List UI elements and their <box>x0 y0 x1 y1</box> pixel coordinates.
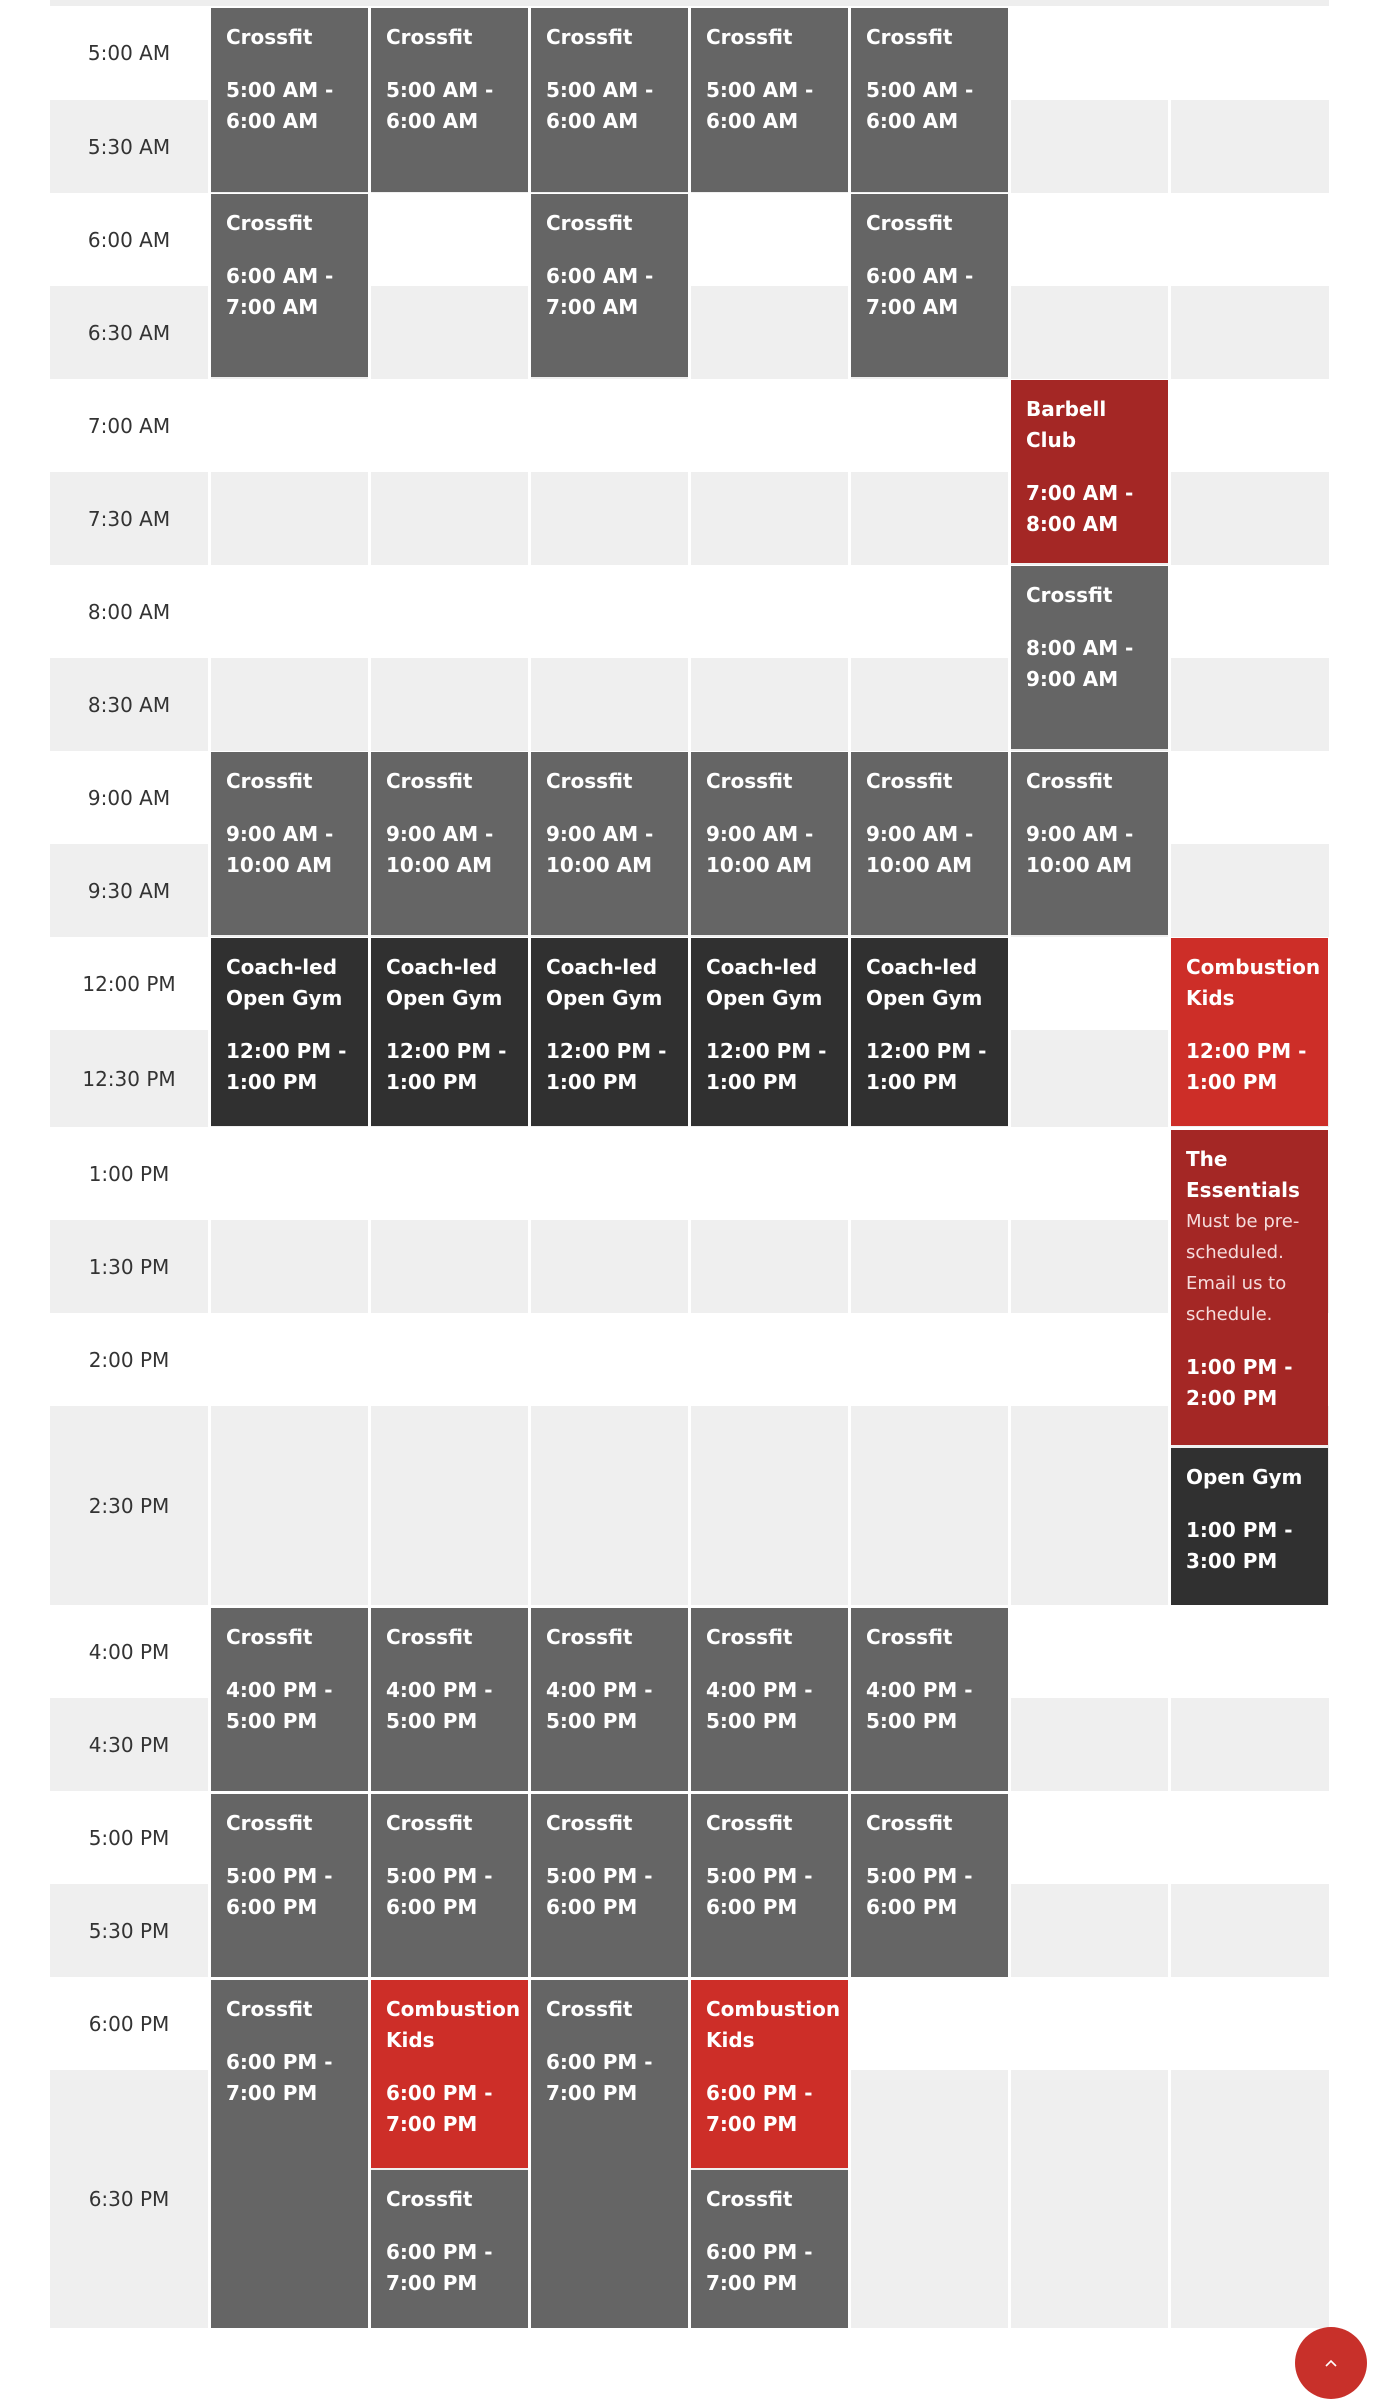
time-slot-label: 12:30 PM <box>82 1066 176 1091</box>
class-event-card[interactable] <box>531 752 688 935</box>
event-time: 12:00 PM - 1:00 PM <box>546 1039 667 1094</box>
class-event-card[interactable] <box>211 8 368 192</box>
event-title: Crossfit <box>226 25 313 49</box>
event-title: Crossfit <box>866 25 953 49</box>
event-time: 9:00 AM - 10:00 AM <box>1026 822 1134 877</box>
chevron-up-icon <box>1323 2358 1339 2368</box>
event-description: Must be pre-scheduled. Email us to schedule. <box>1186 1211 1300 1325</box>
time-slot-label: 5:30 PM <box>88 1918 170 1943</box>
class-event-card[interactable] <box>531 1794 688 1977</box>
event-time: 12:00 PM - 1:00 PM <box>226 1039 347 1094</box>
event-time: 6:00 AM - 7:00 AM <box>866 264 974 319</box>
event-time: 8:00 AM - 9:00 AM <box>1026 636 1134 691</box>
time-slot-label: 9:00 AM <box>87 785 171 810</box>
event-time: 6:00 PM - 7:00 PM <box>226 2050 333 2105</box>
time-slot-label: 8:30 AM <box>87 692 171 717</box>
event-time: 6:00 AM - 7:00 AM <box>226 264 334 319</box>
event-time: 9:00 AM - 10:00 AM <box>226 822 334 877</box>
event-title: Crossfit <box>546 1811 633 1835</box>
event-time: 1:00 PM - 2:00 PM <box>1186 1355 1293 1410</box>
event-title: Crossfit <box>226 211 313 235</box>
event-time: 9:00 AM - 10:00 AM <box>546 822 654 877</box>
class-event-card[interactable] <box>1011 566 1168 749</box>
class-event-card[interactable] <box>211 194 368 377</box>
event-time: 5:00 AM - 6:00 AM <box>706 78 814 133</box>
class-event-card[interactable] <box>691 1794 848 1977</box>
event-time: 9:00 AM - 10:00 AM <box>866 822 974 877</box>
class-event-card[interactable] <box>531 8 688 192</box>
class-event-card[interactable] <box>691 1980 848 2168</box>
event-title: Coach-led Open Gym <box>226 955 343 1010</box>
event-title: Combustion Kids <box>1186 955 1321 1010</box>
event-title: Combustion Kids <box>706 1997 841 2052</box>
event-title: Crossfit <box>226 1625 313 1649</box>
event-title: Coach-led Open Gym <box>546 955 663 1010</box>
event-time: 5:00 AM - 6:00 AM <box>226 78 334 133</box>
class-event-card[interactable] <box>371 752 528 935</box>
event-time: 12:00 PM - 1:00 PM <box>386 1039 507 1094</box>
time-slot-label: 5:00 AM <box>87 41 171 65</box>
event-title: Crossfit <box>866 769 953 793</box>
event-time: 4:00 PM - 5:00 PM <box>386 1678 493 1733</box>
time-slot-label: 7:00 AM <box>87 413 171 438</box>
time-slot-label: 9:30 AM <box>87 878 171 903</box>
event-title: Coach-led Open Gym <box>706 955 823 1010</box>
class-event-card[interactable] <box>211 938 368 1126</box>
class-event-card[interactable] <box>1171 938 1328 1126</box>
class-event-card[interactable] <box>691 938 848 1126</box>
event-time: 4:00 PM - 5:00 PM <box>546 1678 653 1733</box>
class-event-card[interactable] <box>371 1794 528 1977</box>
time-slot-label: 1:00 PM <box>88 1161 170 1186</box>
event-time: 4:00 PM - 5:00 PM <box>866 1678 973 1733</box>
time-slot-label: 6:00 AM <box>87 227 171 252</box>
event-title: Crossfit <box>386 1811 473 1835</box>
time-slot-label: 6:00 PM <box>88 2011 170 2036</box>
event-title: Crossfit <box>706 1811 793 1835</box>
event-time: 5:00 AM - 6:00 AM <box>386 78 494 133</box>
event-title: The Essentials <box>1186 1147 1300 1202</box>
event-title: Crossfit <box>706 25 793 49</box>
event-title: Crossfit <box>1026 583 1113 607</box>
class-event-card[interactable] <box>371 1608 528 1791</box>
event-title: Crossfit <box>546 1625 633 1649</box>
event-title: Crossfit <box>866 1811 953 1835</box>
class-event-card[interactable] <box>851 8 1008 192</box>
event-time: 6:00 PM - 7:00 PM <box>706 2240 813 2295</box>
class-event-card[interactable] <box>211 752 368 935</box>
scroll-to-top-button[interactable] <box>1295 2327 1367 2399</box>
event-time: 12:00 PM - 1:00 PM <box>706 1039 827 1094</box>
event-time: 5:00 PM - 6:00 PM <box>226 1864 333 1919</box>
event-title: Crossfit <box>546 769 633 793</box>
event-title: Barbell Club <box>1026 397 1107 452</box>
time-slot-label: 12:00 PM <box>82 971 176 996</box>
event-time: 6:00 PM - 7:00 PM <box>386 2081 493 2136</box>
event-title: Crossfit <box>706 1625 793 1649</box>
class-event-card[interactable] <box>691 1608 848 1791</box>
class-event-card[interactable] <box>691 2170 848 2328</box>
column-divider <box>848 100 851 2328</box>
class-event-card[interactable] <box>851 752 1008 935</box>
event-time: 7:00 AM - 8:00 AM <box>1026 481 1134 536</box>
class-event-card[interactable] <box>851 1794 1008 1977</box>
event-title: Crossfit <box>706 2187 793 2211</box>
event-title: Coach-led Open Gym <box>866 955 983 1010</box>
event-time: 6:00 PM - 7:00 PM <box>706 2081 813 2136</box>
class-event-card[interactable] <box>691 8 848 192</box>
event-title: Crossfit <box>866 211 953 235</box>
event-title: Crossfit <box>386 2187 473 2211</box>
event-time: 12:00 PM - 1:00 PM <box>1186 1039 1307 1094</box>
class-event-card[interactable] <box>531 938 688 1126</box>
class-event-card[interactable] <box>371 8 528 192</box>
event-title: Crossfit <box>226 769 313 793</box>
event-time: 5:00 PM - 6:00 PM <box>386 1864 493 1919</box>
class-event-card[interactable] <box>371 938 528 1126</box>
event-title: Combustion Kids <box>386 1997 521 2052</box>
class-event-card[interactable] <box>531 194 688 377</box>
event-time: 5:00 PM - 6:00 PM <box>546 1864 653 1919</box>
time-slot-label: 8:00 AM <box>87 599 171 624</box>
event-title: Crossfit <box>386 769 473 793</box>
event-time: 9:00 AM - 10:00 AM <box>386 822 494 877</box>
event-title: Crossfit <box>386 25 473 49</box>
event-title: Crossfit <box>226 1811 313 1835</box>
event-title: Crossfit <box>866 1625 953 1649</box>
time-slot-label: 6:30 AM <box>87 320 171 345</box>
class-event-card[interactable] <box>851 194 1008 377</box>
event-time: 5:00 PM - 6:00 PM <box>706 1864 813 1919</box>
time-slot-label: 2:30 PM <box>88 1493 170 1518</box>
time-slot-label: 2:00 PM <box>88 1347 170 1372</box>
class-event-card[interactable] <box>211 1980 368 2328</box>
time-slot-label: 4:00 PM <box>88 1639 170 1664</box>
event-time: 6:00 PM - 7:00 PM <box>546 2050 653 2105</box>
time-slot-label: 1:30 PM <box>88 1254 170 1279</box>
event-time: 5:00 AM - 6:00 AM <box>546 78 654 133</box>
event-title: Crossfit <box>226 1997 313 2021</box>
event-title: Crossfit <box>546 1997 633 2021</box>
event-time: 4:00 PM - 5:00 PM <box>706 1678 813 1733</box>
class-event-card[interactable] <box>691 752 848 935</box>
event-title: Crossfit <box>706 769 793 793</box>
event-time: 5:00 AM - 6:00 AM <box>866 78 974 133</box>
class-event-card[interactable] <box>1171 1130 1328 1445</box>
event-title: Coach-led Open Gym <box>386 955 503 1010</box>
event-time: 5:00 PM - 6:00 PM <box>866 1864 973 1919</box>
time-slot-label: 7:30 AM <box>87 506 171 531</box>
event-time: 12:00 PM - 1:00 PM <box>866 1039 987 1094</box>
event-title: Open Gym <box>1186 1465 1303 1489</box>
event-time: 6:00 AM - 7:00 AM <box>546 264 654 319</box>
time-slot-label: 6:30 PM <box>88 2187 170 2211</box>
class-event-card[interactable] <box>211 1794 368 1977</box>
class-event-card[interactable] <box>1011 380 1168 563</box>
event-title: Crossfit <box>546 25 633 49</box>
event-time: 6:00 PM - 7:00 PM <box>386 2240 493 2295</box>
class-event-card[interactable] <box>371 2170 528 2328</box>
event-title: Crossfit <box>546 211 633 235</box>
class-event-card[interactable] <box>371 1980 528 2168</box>
class-event-card[interactable] <box>531 1608 688 1791</box>
class-event-card[interactable] <box>211 1608 368 1791</box>
time-slot-label: 4:30 PM <box>88 1732 170 1757</box>
event-title: Crossfit <box>1026 769 1113 793</box>
event-title: Crossfit <box>386 1625 473 1649</box>
class-event-card[interactable] <box>851 938 1008 1126</box>
class-event-card[interactable] <box>531 1980 688 2328</box>
class-event-card[interactable] <box>1011 752 1168 935</box>
class-event-card[interactable] <box>851 1608 1008 1791</box>
time-slot-label: 5:00 PM <box>88 1825 170 1850</box>
time-slot-label: 5:30 AM <box>87 134 171 159</box>
event-time: 9:00 AM - 10:00 AM <box>706 822 814 877</box>
event-time: 4:00 PM - 5:00 PM <box>226 1678 333 1733</box>
class-event-card[interactable] <box>1171 1448 1328 1605</box>
event-time: 1:00 PM - 3:00 PM <box>1186 1518 1293 1573</box>
